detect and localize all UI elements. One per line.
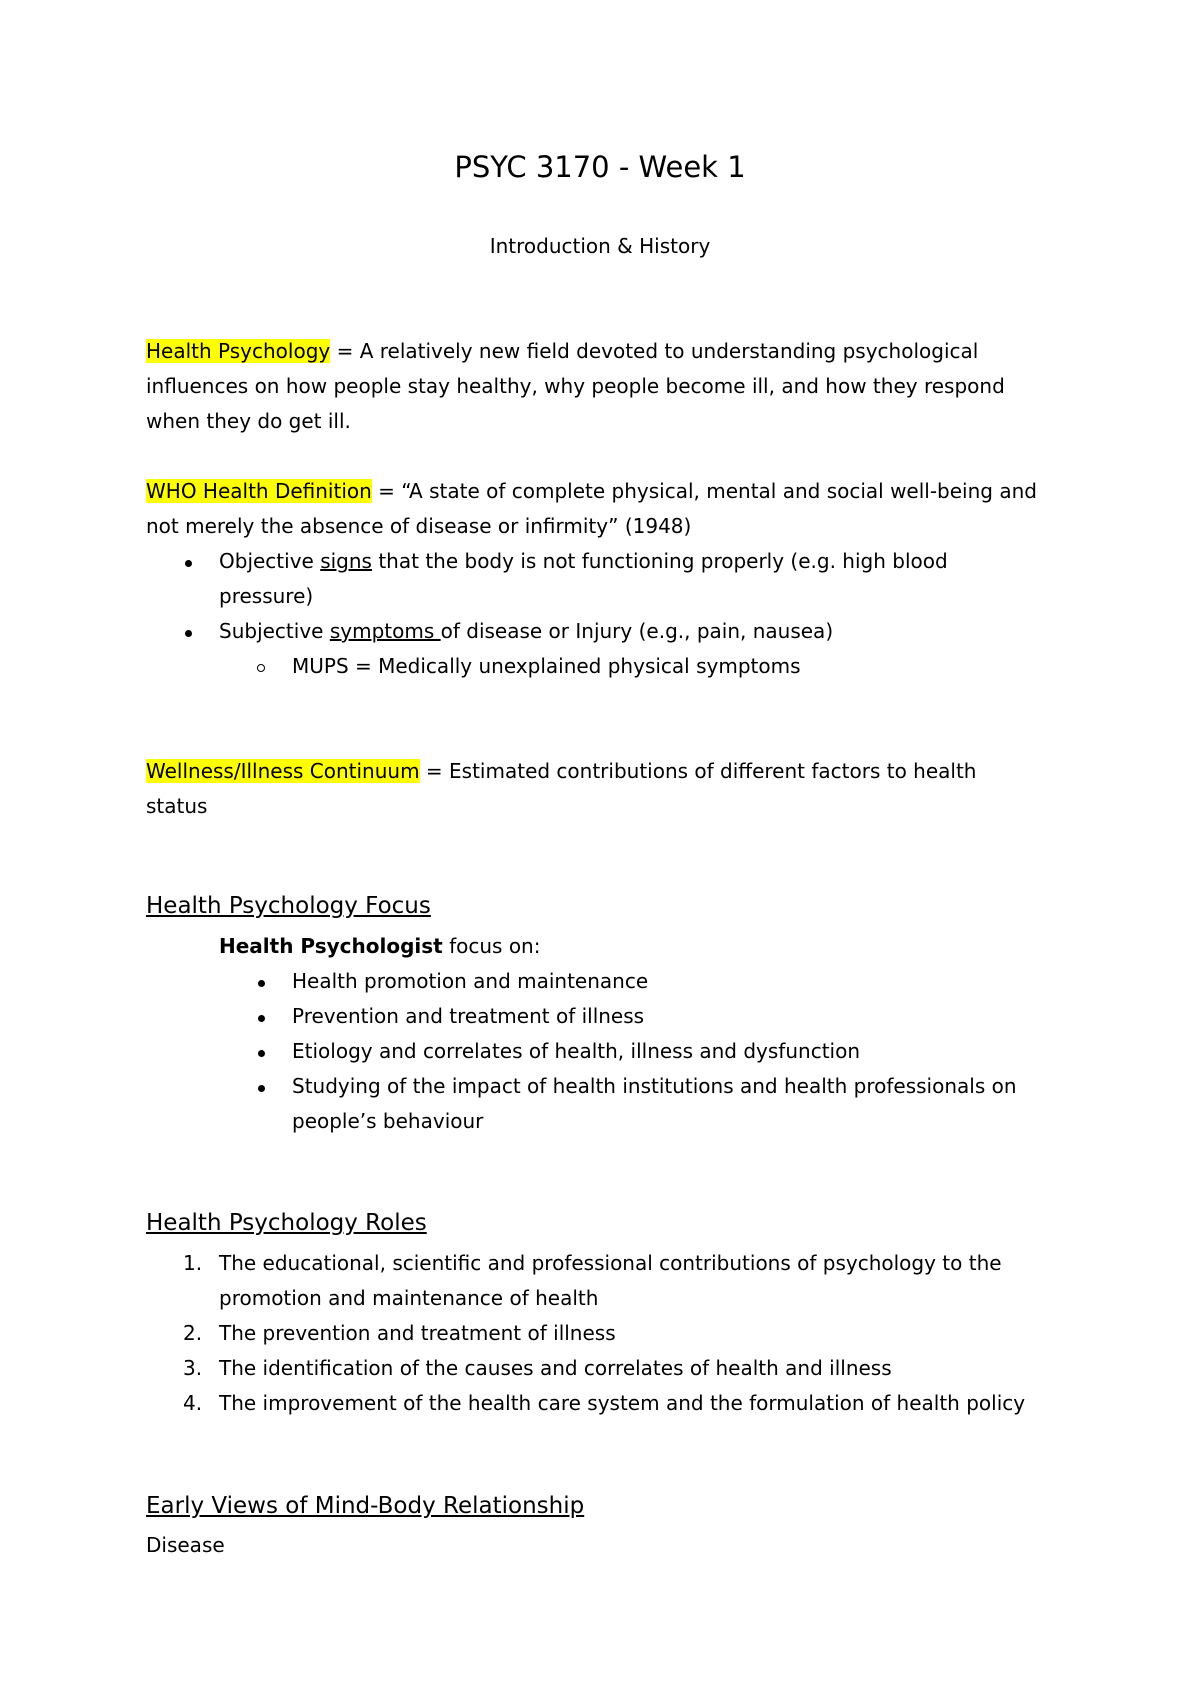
bullet-dot-icon bbox=[258, 1015, 265, 1022]
bullet-dot-icon bbox=[185, 630, 192, 637]
wellness-line-2: status bbox=[146, 794, 208, 818]
bullet-dot-icon bbox=[258, 1085, 265, 1092]
bullet-dot-icon bbox=[185, 560, 192, 567]
health-psychology-line-1 bbox=[146, 334, 978, 369]
roles-item-1-line-2: promotion and maintenance of health bbox=[219, 1286, 599, 1310]
page-subtitle: Introduction & History bbox=[489, 234, 711, 258]
health-psychology-line-2: influences on how people stay healthy, why people become ill, and how they respond bbox=[146, 374, 1005, 398]
page-title: PSYC 3170 - Week 1 bbox=[454, 150, 746, 184]
early-views-heading: Early Views of Mind-Body Relationship bbox=[146, 1493, 585, 1519]
wellness-term: Wellness/Illness Continuum bbox=[146, 759, 420, 783]
who-definition-line-1 bbox=[146, 474, 1037, 509]
bullet-dot-icon bbox=[258, 1050, 265, 1057]
focus-heading: Health Psychology Focus bbox=[146, 893, 431, 919]
health-psychology-definition-start: = A relatively new field devoted to understanding psychological bbox=[330, 339, 979, 363]
roles-number-3: 3. bbox=[183, 1356, 203, 1380]
who-bullet-signs-pre: Objective bbox=[219, 549, 321, 573]
hollow-bullet-icon bbox=[257, 664, 265, 672]
who-definition-line-2: not merely the absence of disease or infirmity” (1948) bbox=[146, 514, 692, 538]
focus-item-4-line-2: people’s behaviour bbox=[292, 1109, 484, 1133]
who-bullet-signs-underlined: signs bbox=[320, 549, 372, 573]
who-bullet-symptoms-pre: Subjective bbox=[219, 619, 330, 643]
who-bullet-signs-line-2: pressure) bbox=[219, 584, 314, 608]
focus-item-3: Etiology and correlates of health, illness and dysfunction bbox=[292, 1039, 861, 1063]
focus-item-1: Health promotion and maintenance bbox=[292, 969, 649, 993]
roles-item-3: The identification of the causes and correlates of health and illness bbox=[219, 1356, 892, 1380]
roles-item-2: The prevention and treatment of illness bbox=[219, 1321, 616, 1345]
who-bullet-symptoms bbox=[219, 614, 833, 649]
who-bullet-symptoms-underlined: symptoms bbox=[329, 619, 441, 643]
roles-number-1: 1. bbox=[183, 1251, 203, 1275]
focus-intro-bold: Health Psychologist bbox=[219, 934, 443, 958]
health-psychology-term: Health Psychology bbox=[146, 339, 331, 363]
focus-item-2: Prevention and treatment of illness bbox=[292, 1004, 645, 1028]
wellness-definition-start: = Estimated contributions of different factors to health bbox=[419, 759, 977, 783]
roles-item-1: The educational, scientific and professional contributions of psychology to the bbox=[219, 1251, 1002, 1275]
bullet-dot-icon bbox=[258, 980, 265, 987]
wellness-line-1 bbox=[146, 754, 976, 789]
early-views-line-1: Disease bbox=[146, 1533, 225, 1557]
health-psychology-line-3: when they do get ill. bbox=[146, 409, 351, 433]
focus-intro bbox=[219, 929, 540, 964]
roles-number-4: 4. bbox=[183, 1391, 203, 1415]
who-bullet-signs-post: that the body is not functioning properly (e.g. high blood bbox=[371, 549, 948, 573]
who-definition-text-start: = “A state of complete physical, mental and social well-being and bbox=[371, 479, 1037, 503]
roles-item-4: The improvement of the health care system and the formulation of health policy bbox=[219, 1391, 1026, 1415]
who-bullet-signs bbox=[219, 544, 948, 579]
focus-intro-rest: focus on: bbox=[442, 934, 541, 958]
roles-number-2: 2. bbox=[183, 1321, 203, 1345]
who-definition-term: WHO Health Definition bbox=[146, 479, 372, 503]
who-sub-bullet-mups: MUPS = Medically unexplained physical symptoms bbox=[292, 654, 801, 678]
who-bullet-symptoms-post: of disease or Injury (e.g., pain, nausea) bbox=[440, 619, 834, 643]
roles-heading: Health Psychology Roles bbox=[146, 1210, 427, 1236]
focus-item-4: Studying of the impact of health institutions and health professionals on bbox=[292, 1074, 1017, 1098]
